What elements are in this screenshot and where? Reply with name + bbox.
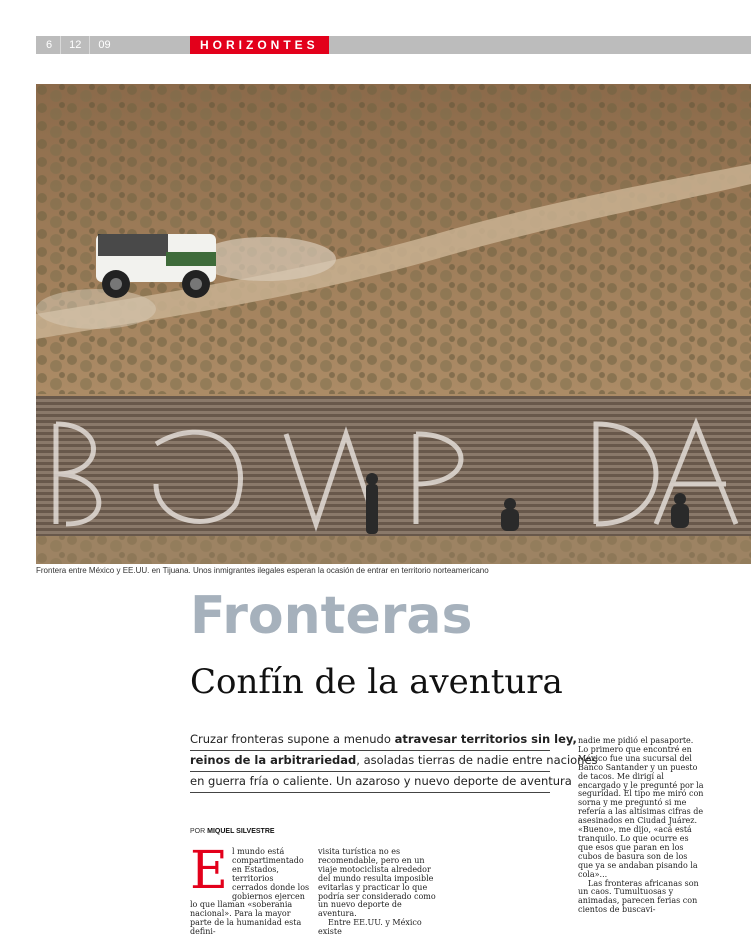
deck-line-1: Cruzar fronteras supone a menudo atravesar territorios sin ley, — [190, 730, 550, 751]
article-deck — [190, 730, 598, 793]
byline: POR MIQUEL SILVESTRE — [190, 828, 275, 835]
date-month: 12 — [61, 36, 90, 54]
article-headline: Confín de la aventura — [190, 662, 563, 702]
date-year: 09 — [98, 39, 111, 51]
section-label: HORIZONTES — [190, 36, 329, 54]
section-header-bar — [36, 36, 751, 54]
body-paragraph: Las fronteras africanas son un caos. Tumultuosas y animadas, parecen ferias con cientos de buscavi- — [578, 878, 699, 915]
deck-line-2: reinos de la arbitrariedad, asoladas tierras de nadie entre naciones — [190, 751, 550, 772]
body-column-1 — [190, 841, 310, 937]
body-paragraph: nadie me pidió el pasaporte. Lo primero que encontré en México fue una sucursal del Banco Santander y un puesto de tacos. Me dirigí al encargado y le pregunté por la seguridad. El tipo me miró con sorna y me preguntó si me refería a las altísimas cifras de asesinados en Ciudad Juárez. «Bueno», me dijo, «acá está tranquilo. Lo que ocurre es que esos que paran en los cubos de basura son de los que ya se andaban pisando la cola»... — [578, 736, 704, 879]
body-column-3 — [578, 737, 704, 915]
author-name: MIQUEL SILVESTRE — [207, 828, 275, 835]
body-paragraph: visita turística no es recomendable, pero en un viaje motociclista alrededor del mundo resulta imposible evitarlas y practicar lo que podría ser considerado como un nuevo deporte de aventura. — [318, 847, 436, 919]
photo-caption: Frontera entre México y EE.UU. en Tijuana. Unos inmigrantes ilegales esperan la ocasión de entrar en territorio norteamericano — [36, 566, 489, 575]
deck-line-3: en guerra fría o caliente. Un azaroso y nuevo deporte de aventura — [190, 772, 550, 793]
date-day: 6 — [36, 36, 61, 54]
body-column-2 — [318, 848, 438, 937]
body-paragraph: Entre EE.UU. y México existe — [318, 918, 422, 937]
body-paragraph: l mundo está compartimentado en Estados, territorios cerrados donde los gobiernos ejercen lo que llaman «soberania nacional». Para la mayor parte de la humanidad esta defini- — [190, 847, 310, 937]
article-kicker: Fronteras — [190, 586, 473, 646]
drop-cap: E — [190, 841, 228, 901]
border-photo-illustration — [36, 84, 751, 564]
issue-date — [36, 36, 119, 54]
border-photo — [36, 84, 751, 564]
